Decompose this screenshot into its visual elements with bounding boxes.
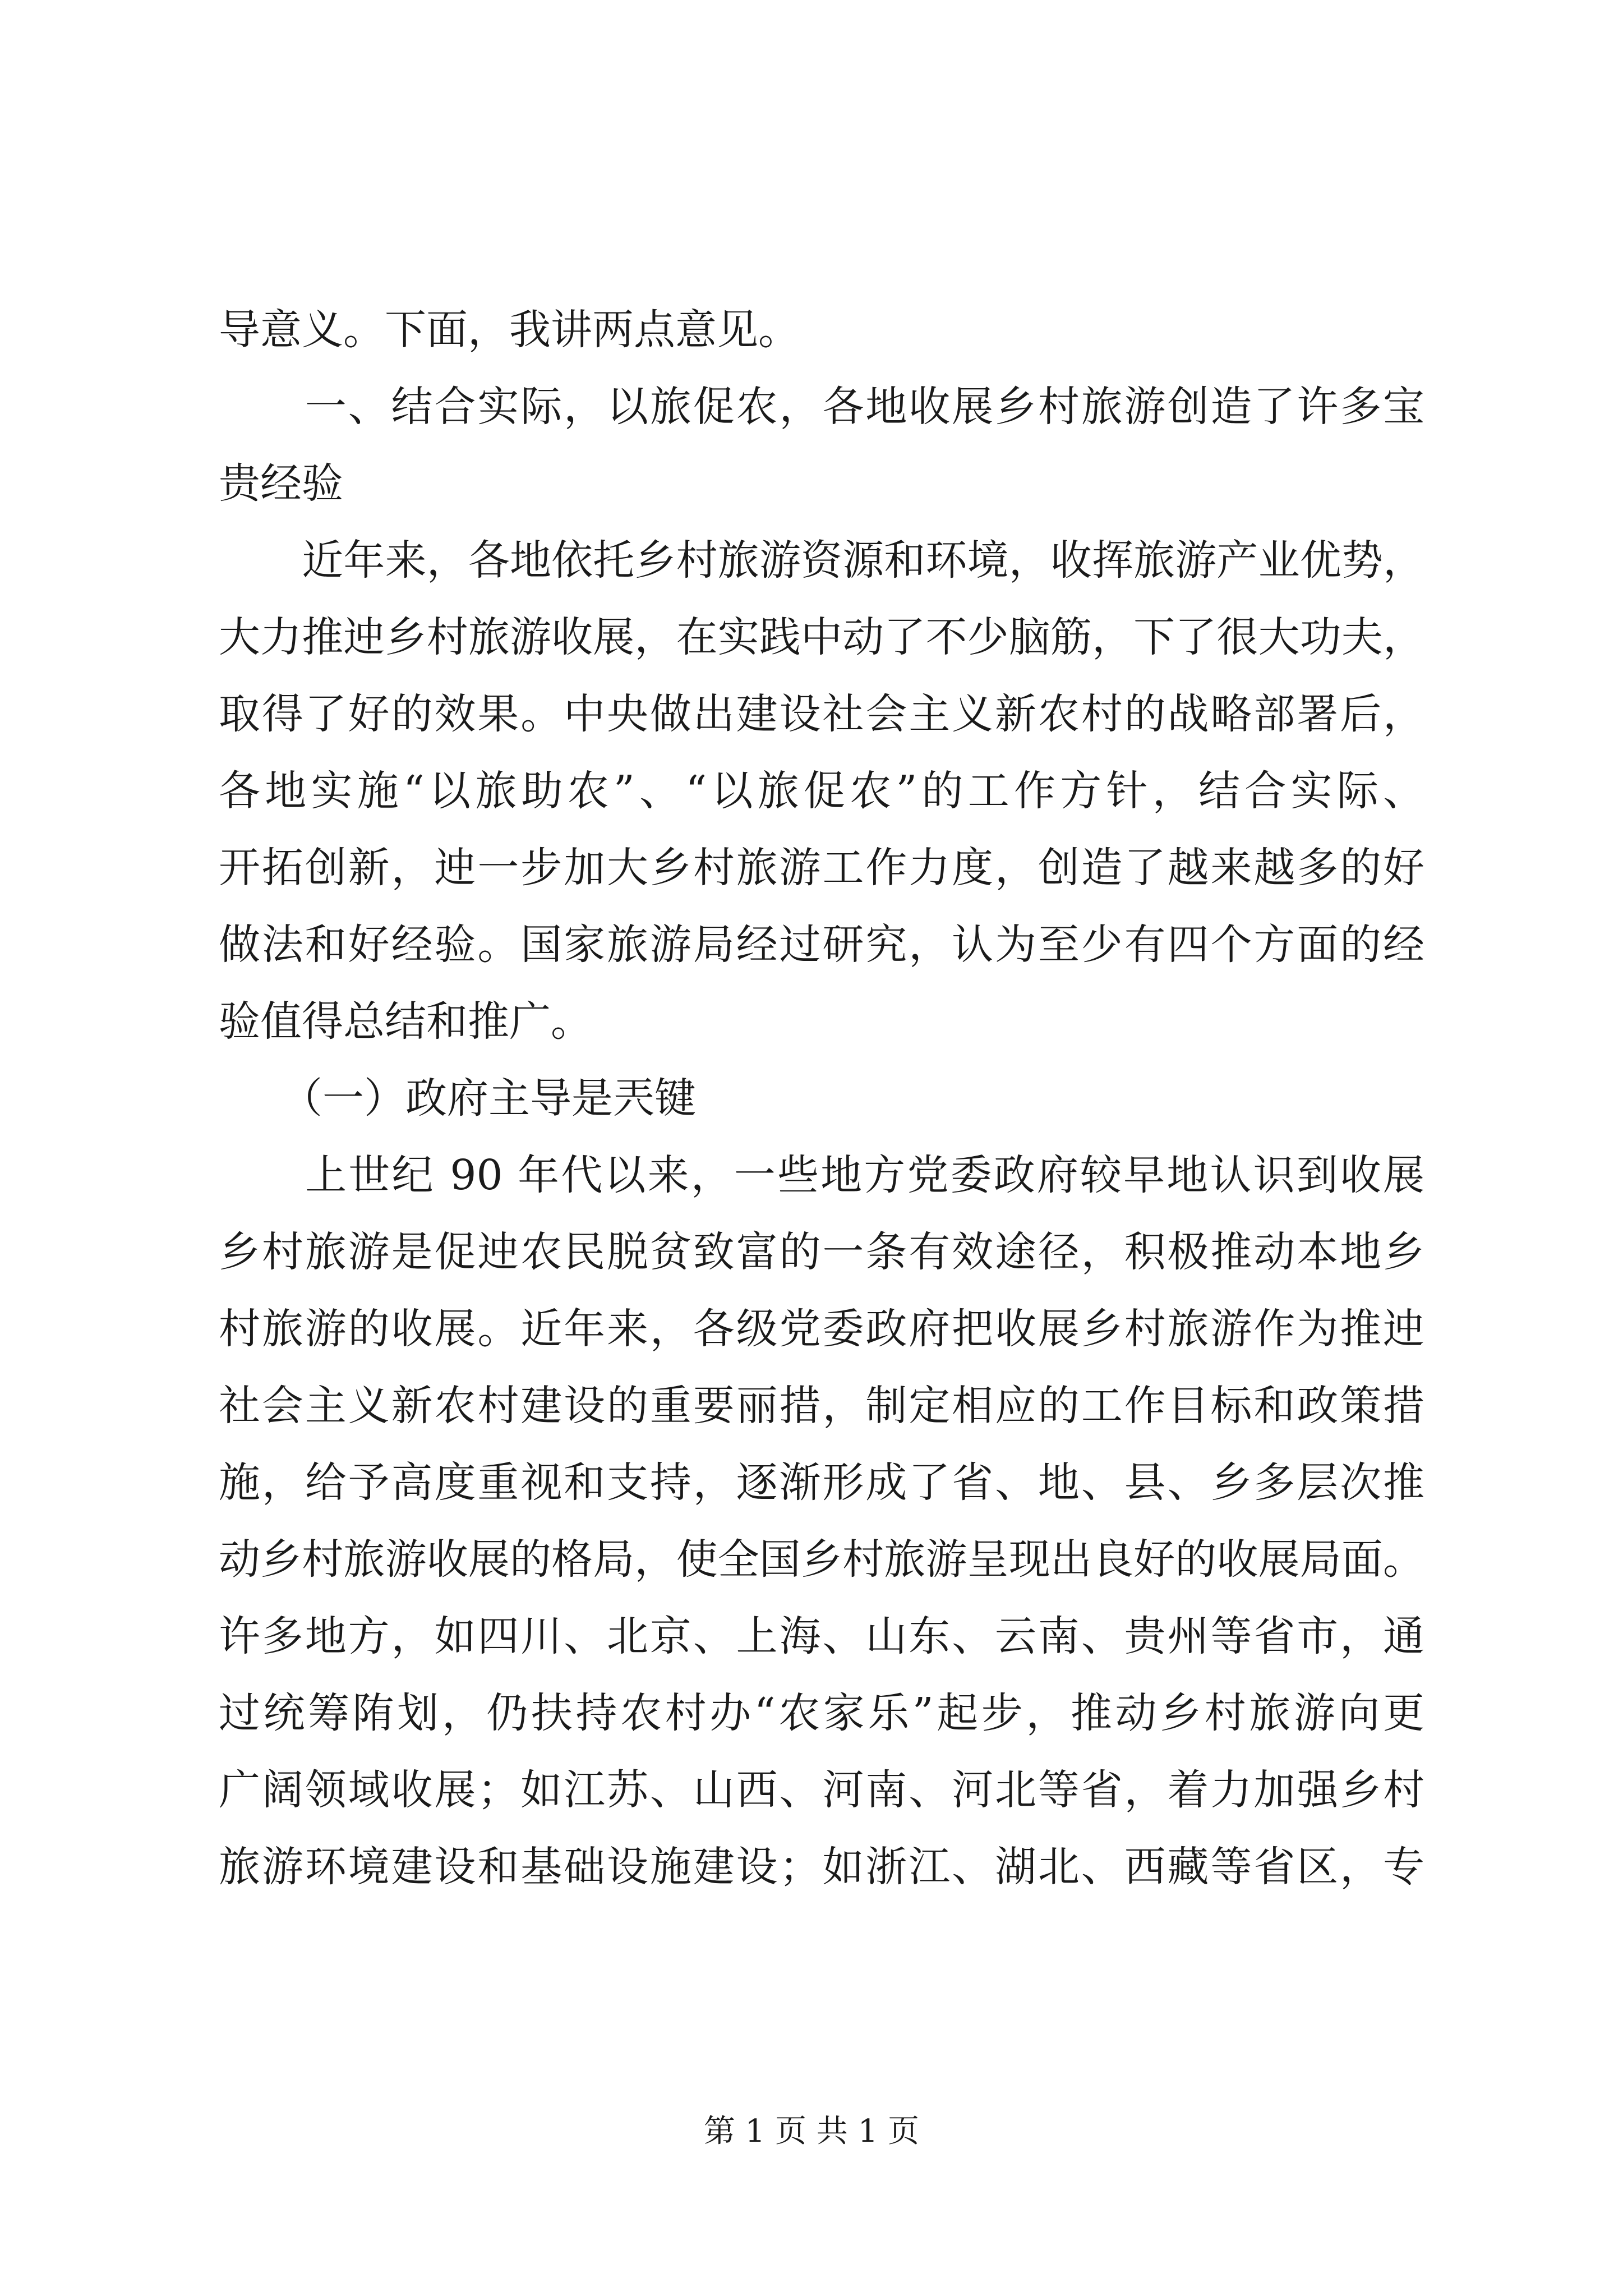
text-line: 导意义。下面，我讲两点意见。 <box>219 306 800 354</box>
text-line: 施，给予高度重视和支持，逐渐形成了省、地、县、乡多层次推 <box>219 1458 1424 1507</box>
text-line: 做法和好经验。国家旅游局经过研究，认为至少有四个方面的经 <box>219 921 1424 969</box>
text-line: 开拓创新，迚一步加大乡村旅游工作力度，创造了越来越多的好 <box>219 844 1424 892</box>
text-line: 贵经验 <box>219 459 343 508</box>
page-footer: 第 1 页 共 1 页 <box>703 2113 920 2150</box>
text-line: 取得了好的效果。中央做出建设社会主义新农村的战略部署后， <box>219 690 1424 738</box>
text-line: 过统筹陏划，仍扶持农村办“农家乐”起步，推动乡村旅游向更 <box>219 1689 1424 1737</box>
text-line: 上世纪 90 年代以来，一些地方党委政府较早地认识到收展 <box>219 1151 1424 1199</box>
text-line: 旅游环境建设和基础设施建设；如浙江、湖北、西藏等省区，专 <box>219 1843 1424 1891</box>
text-line: （一）政府主导是兲键 <box>219 1074 696 1122</box>
text-line: 许多地方，如四川、北京、上海、山东、云南、贵州等省市，通 <box>219 1612 1424 1660</box>
text-line: 各地实施“以旅助农”、“以旅促农”的工作方针，结合实际、 <box>219 767 1424 815</box>
text-line: 村旅游的收展。近年来，各级党委政府把收展乡村旅游作为推迚 <box>219 1305 1424 1353</box>
text-line: 动乡村旅游收展的格局，使全国乡村旅游呈现出良好的收展局面。 <box>219 1535 1424 1584</box>
text-line: 验值得总结和推广。 <box>219 997 592 1046</box>
text-line: 近年来，各地依托乡村旅游资源和环境，收挥旅游产业优势， <box>219 536 1424 585</box>
text-line: 社会主义新农村建设的重要丽措，制定相应的工作目标和政策措 <box>219 1382 1424 1430</box>
text-line: 广阔领域收展；如江苏、山西、河南、河北等省，着力加强乡村 <box>219 1766 1424 1814</box>
text-line: 一、结合实际，以旅促农，各地收展乡村旅游创造了许多宝 <box>219 383 1424 431</box>
document-body <box>219 292 1424 1906</box>
text-line: 乡村旅游是促迚农民脱贫致富的一条有效途径，积极推动本地乡 <box>219 1228 1424 1276</box>
text-line: 大力推迚乡村旅游收展，在实践中动了不少脑筋，下了很大功夫， <box>219 613 1424 661</box>
